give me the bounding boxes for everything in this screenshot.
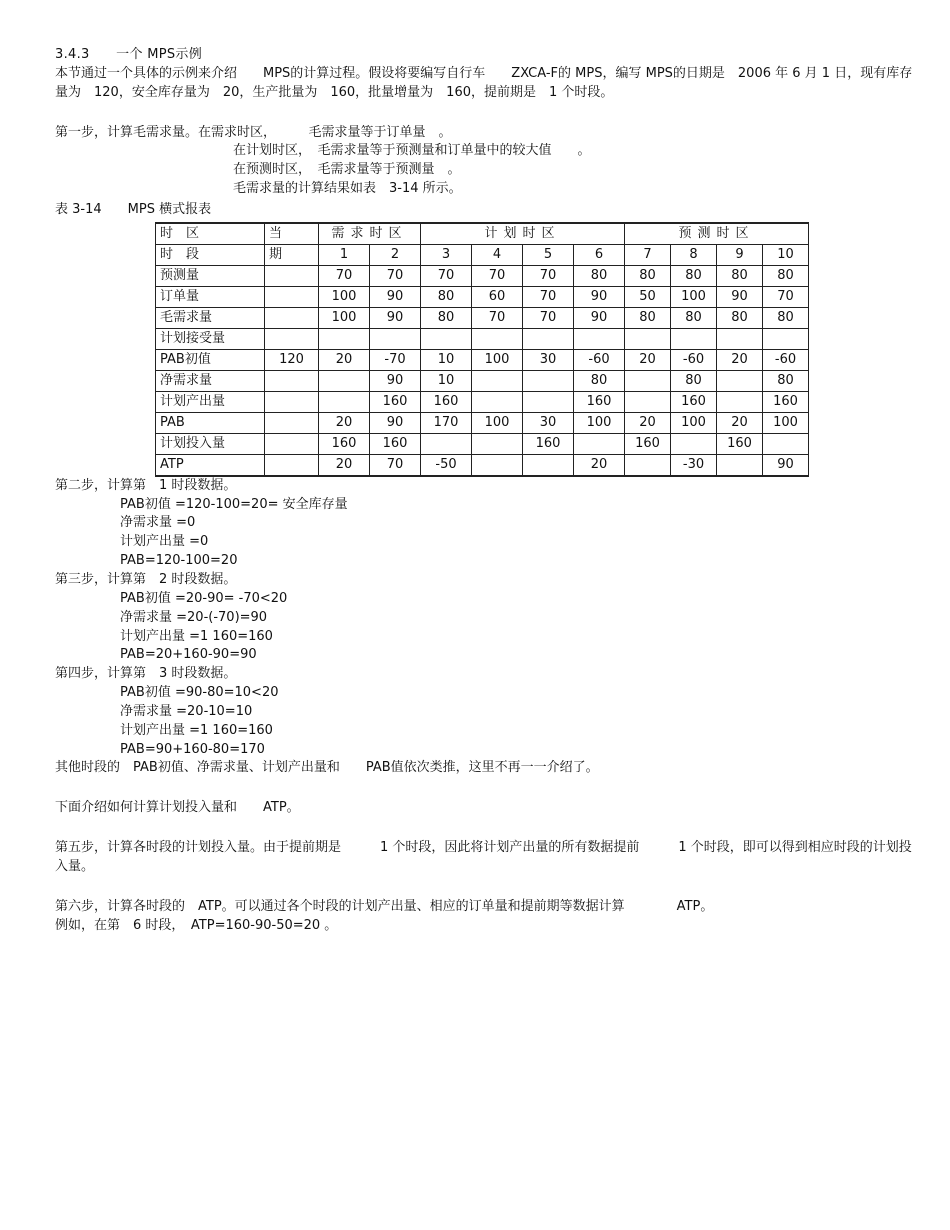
value-cell: 100: [574, 412, 625, 433]
period-label: 时 段: [156, 244, 265, 265]
value-cell: 60: [472, 286, 523, 307]
step3-line: PAB初值 =20-90= -70<20: [120, 590, 288, 606]
value-cell: 80: [625, 265, 671, 286]
value-cell: 30: [523, 349, 574, 370]
period-cell: 9: [717, 244, 763, 265]
value-cell: 50: [625, 286, 671, 307]
value-cell: [319, 370, 370, 391]
row-label: 计划投入量: [156, 433, 265, 454]
step3-line: 净需求量 =20-(-70)=90: [120, 609, 268, 625]
value-cell: 70: [370, 454, 421, 476]
current-cell: [265, 433, 319, 454]
mps-row: [156, 370, 809, 391]
period-cell: 3: [421, 244, 472, 265]
step3-line: PAB=20+160-90=90: [120, 647, 257, 663]
mps-table-body: [156, 265, 809, 476]
step6-line1: 第六步，计算各时段的 ATP。可以通过各个时段的计划产出量、相应的订单量和提前期等数据计算 ATP。: [55, 898, 714, 914]
period-cell: 2: [370, 244, 421, 265]
mps-row: [156, 286, 809, 307]
current-cell: [265, 265, 319, 286]
value-cell: 10: [421, 349, 472, 370]
value-cell: 70: [763, 286, 809, 307]
row-label: 计划产出量: [156, 391, 265, 412]
value-cell: 160: [370, 391, 421, 412]
value-cell: [472, 391, 523, 412]
current-cell: [265, 328, 319, 349]
value-cell: 20: [319, 349, 370, 370]
value-cell: 170: [421, 412, 472, 433]
value-cell: 70: [523, 286, 574, 307]
value-cell: [717, 328, 763, 349]
mps-row: [156, 412, 809, 433]
step5-paragraph: 第五步，计算各时段的计划投入量。由于提前期是 1 个时段，因此将计划产出量的所有数据提前 1 个时段，即可以得到相应时段的计划投入量。: [55, 840, 912, 874]
value-cell: [671, 433, 717, 454]
others-note: 其他时段的 PAB初值、净需求量、计划产出量和 PAB值依次类推，这里不再一一介绍了。: [55, 760, 599, 776]
current-cell: [265, 454, 319, 476]
current-cell: [265, 412, 319, 433]
value-cell: [421, 328, 472, 349]
value-cell: [523, 370, 574, 391]
value-cell: 20: [574, 454, 625, 476]
row-label: 订单量: [156, 286, 265, 307]
value-cell: 100: [319, 307, 370, 328]
period-cell: 8: [671, 244, 717, 265]
value-cell: 90: [574, 307, 625, 328]
value-cell: 80: [763, 370, 809, 391]
value-cell: 70: [370, 265, 421, 286]
value-cell: 90: [717, 286, 763, 307]
value-cell: [717, 391, 763, 412]
value-cell: [523, 391, 574, 412]
zone-header-row: [156, 223, 809, 245]
value-cell: 20: [625, 349, 671, 370]
value-cell: 80: [625, 307, 671, 328]
row-label: 预测量: [156, 265, 265, 286]
zone-plan: 计划时区: [421, 223, 625, 245]
value-cell: [523, 454, 574, 476]
period-cell: 7: [625, 244, 671, 265]
value-cell: 100: [763, 412, 809, 433]
value-cell: 70: [319, 265, 370, 286]
mps-row: [156, 265, 809, 286]
value-cell: 80: [671, 307, 717, 328]
step1-line3: 在预测时区， 毛需求量等于预测量 。: [233, 162, 461, 178]
value-cell: 90: [370, 370, 421, 391]
value-cell: [625, 328, 671, 349]
value-cell: [523, 328, 574, 349]
value-cell: 70: [472, 307, 523, 328]
value-cell: [319, 391, 370, 412]
period-header-row: [156, 244, 809, 265]
value-cell: 20: [717, 412, 763, 433]
value-cell: -60: [671, 349, 717, 370]
table-caption: 表 3-14 MPS 横式报表: [55, 201, 212, 217]
step2-line: 净需求量 =0: [120, 515, 196, 531]
period-cell: 10: [763, 244, 809, 265]
current-cell: [265, 286, 319, 307]
value-cell: [625, 370, 671, 391]
value-cell: [763, 328, 809, 349]
next-intro: 下面介绍如何计算计划投入量和 ATP。: [55, 800, 300, 816]
value-cell: 80: [421, 286, 472, 307]
value-cell: 160: [421, 391, 472, 412]
value-cell: [472, 454, 523, 476]
value-cell: 160: [370, 433, 421, 454]
value-cell: -60: [763, 349, 809, 370]
row-label: 净需求量: [156, 370, 265, 391]
value-cell: 30: [523, 412, 574, 433]
value-cell: 100: [472, 412, 523, 433]
row-label: ATP: [156, 454, 265, 476]
value-cell: 160: [671, 391, 717, 412]
value-cell: [421, 433, 472, 454]
current-cell: [265, 307, 319, 328]
step2-line: PAB=120-100=20: [120, 553, 238, 569]
mps-row: [156, 433, 809, 454]
value-cell: -60: [574, 349, 625, 370]
zone-demand: 需求时区: [319, 223, 421, 245]
period-cell: 1: [319, 244, 370, 265]
mps-row: [156, 349, 809, 370]
step4-title: 第四步，计算第 3 时段数据。: [55, 666, 237, 682]
value-cell: 20: [717, 349, 763, 370]
row-label: PAB: [156, 412, 265, 433]
value-cell: [574, 433, 625, 454]
zone-forecast: 预测时区: [625, 223, 809, 245]
value-cell: [574, 328, 625, 349]
period-cell: 4: [472, 244, 523, 265]
mps-table: [155, 222, 809, 477]
current-label-2: 期: [265, 244, 319, 265]
step3-line: 计划产出量 =1 160=160: [120, 628, 273, 644]
value-cell: 80: [671, 370, 717, 391]
value-cell: [472, 433, 523, 454]
value-cell: 160: [625, 433, 671, 454]
value-cell: 90: [763, 454, 809, 476]
step4-line: PAB=90+160-80=170: [120, 741, 265, 757]
value-cell: 70: [421, 265, 472, 286]
value-cell: [717, 370, 763, 391]
current-cell: [265, 391, 319, 412]
step1-line1: 第一步，计算毛需求量。在需求时区， 毛需求量等于订单量 。: [55, 124, 452, 140]
value-cell: 70: [523, 265, 574, 286]
value-cell: 80: [671, 265, 717, 286]
step4-line: 净需求量 =20-10=10: [120, 703, 253, 719]
value-cell: 90: [370, 412, 421, 433]
value-cell: 90: [574, 286, 625, 307]
value-cell: [472, 328, 523, 349]
period-cell: 6: [574, 244, 625, 265]
value-cell: 20: [319, 412, 370, 433]
document-page: [55, 46, 917, 935]
value-cell: 160: [319, 433, 370, 454]
value-cell: 80: [717, 265, 763, 286]
step6-line2: 例如，在第 6 时段， ATP=160-90-50=20 。: [55, 917, 338, 933]
step2-line: 计划产出量 =0: [120, 534, 209, 550]
section-title: 3.4.3 一个 MPS示例: [55, 47, 203, 62]
value-cell: 100: [671, 412, 717, 433]
mps-row: [156, 454, 809, 476]
value-cell: 20: [625, 412, 671, 433]
value-cell: [319, 328, 370, 349]
current-label-1: 当: [265, 223, 319, 245]
value-cell: 80: [717, 307, 763, 328]
current-cell: 120: [265, 349, 319, 370]
step4-line: PAB初值 =90-80=10<20: [120, 685, 279, 701]
value-cell: [671, 328, 717, 349]
row-label: PAB初值: [156, 349, 265, 370]
value-cell: 160: [574, 391, 625, 412]
period-cell: 5: [523, 244, 574, 265]
value-cell: [763, 433, 809, 454]
value-cell: [625, 454, 671, 476]
value-cell: [370, 328, 421, 349]
step3-title: 第三步，计算第 2 时段数据。: [55, 571, 237, 587]
step1-line4: 毛需求量的计算结果如表 3-14 所示。: [233, 181, 462, 197]
mps-row: [156, 328, 809, 349]
value-cell: 100: [472, 349, 523, 370]
intro-paragraph: 本节通过一个具体的示例来介绍 MPS的计算过程。假设将要编写自行车 ZXCA-F的 MPS，编写 MPS的日期是 2006 年 6 月 1 日，现有库存量为 120，安全库存量为 20，生产批量为 160，批量增量为 160，提前期是 1 个时段。: [55, 65, 913, 100]
value-cell: 160: [763, 391, 809, 412]
value-cell: 80: [574, 265, 625, 286]
step2-title: 第二步，计算第 1 时段数据。: [55, 477, 237, 493]
value-cell: 160: [717, 433, 763, 454]
value-cell: 100: [319, 286, 370, 307]
step4-line: 计划产出量 =1 160=160: [120, 722, 273, 738]
row-label: 计划接受量: [156, 328, 265, 349]
value-cell: 100: [671, 286, 717, 307]
value-cell: 20: [319, 454, 370, 476]
value-cell: 80: [421, 307, 472, 328]
value-cell: [472, 370, 523, 391]
value-cell: -50: [421, 454, 472, 476]
value-cell: 10: [421, 370, 472, 391]
current-cell: [265, 370, 319, 391]
value-cell: [717, 454, 763, 476]
value-cell: [625, 391, 671, 412]
row-label: 毛需求量: [156, 307, 265, 328]
value-cell: 80: [763, 265, 809, 286]
value-cell: -70: [370, 349, 421, 370]
value-cell: 160: [523, 433, 574, 454]
value-cell: 90: [370, 286, 421, 307]
value-cell: 80: [574, 370, 625, 391]
zone-label: 时 区: [156, 223, 265, 245]
mps-row: [156, 307, 809, 328]
value-cell: 80: [763, 307, 809, 328]
value-cell: -30: [671, 454, 717, 476]
step2-line: PAB初值 =120-100=20= 安全库存量: [120, 496, 348, 512]
value-cell: 70: [472, 265, 523, 286]
step1-line2: 在计划时区， 毛需求量等于预测量和订单量中的较大值 。: [233, 143, 591, 159]
value-cell: 90: [370, 307, 421, 328]
mps-row: [156, 391, 809, 412]
value-cell: 70: [523, 307, 574, 328]
